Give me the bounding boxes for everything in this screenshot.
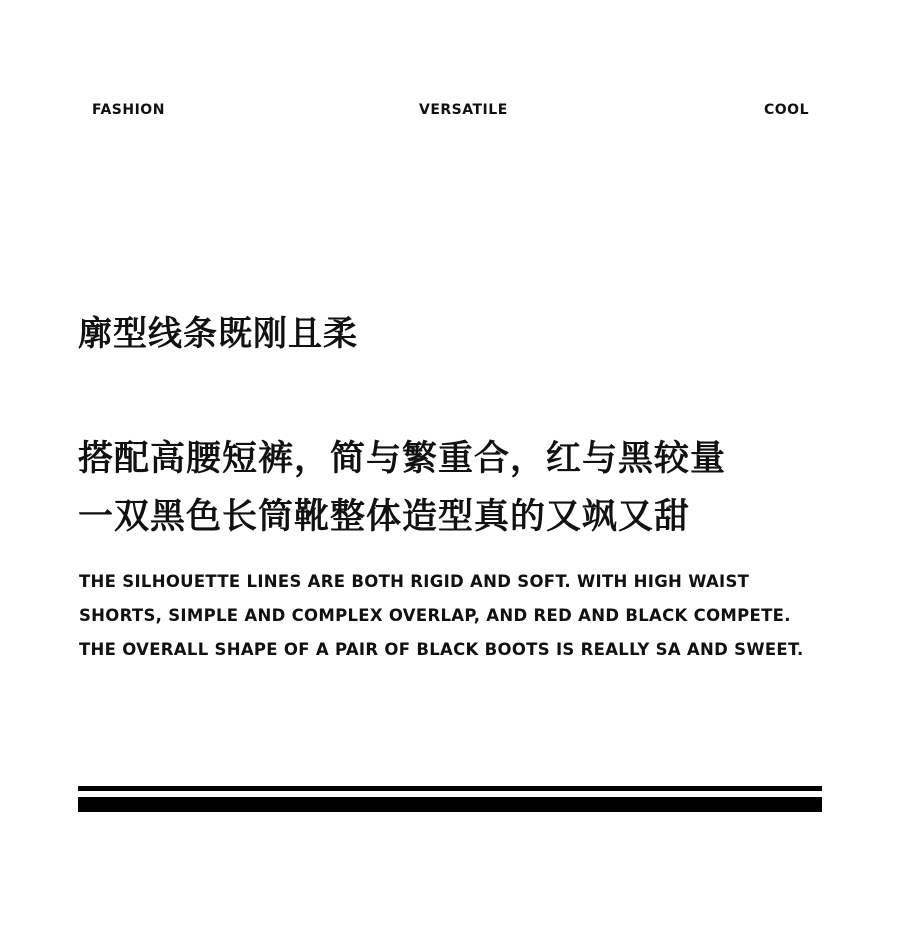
divider-thin xyxy=(78,786,822,791)
label-cool: COOL xyxy=(764,102,809,118)
main-heading: 廓型线条既刚且柔 xyxy=(78,314,358,354)
label-fashion: FASHION xyxy=(92,102,165,118)
sub-heading-line-1: 搭配高腰短裤，简与繁重合，红与黑较量 xyxy=(78,439,727,479)
top-label-bar xyxy=(0,100,900,120)
label-versatile: VERSATILE xyxy=(419,102,508,118)
sub-heading xyxy=(78,430,726,546)
english-description: THE SILHOUETTE LINES ARE BOTH RIGID AND SOFT. WITH HIGH WAIST SHORTS, SIMPLE AND COMPLEX OVERLAP, AND RED AND BLACK COMPETE. THE OVERALL SHAPE OF A PAIR OF BLACK BOOTS IS REALLY SA AND SWEET. xyxy=(79,572,804,659)
divider-thick xyxy=(78,797,822,812)
sub-heading-line-2: 一双黑色长筒靴整体造型真的又飒又甜 xyxy=(78,497,691,537)
